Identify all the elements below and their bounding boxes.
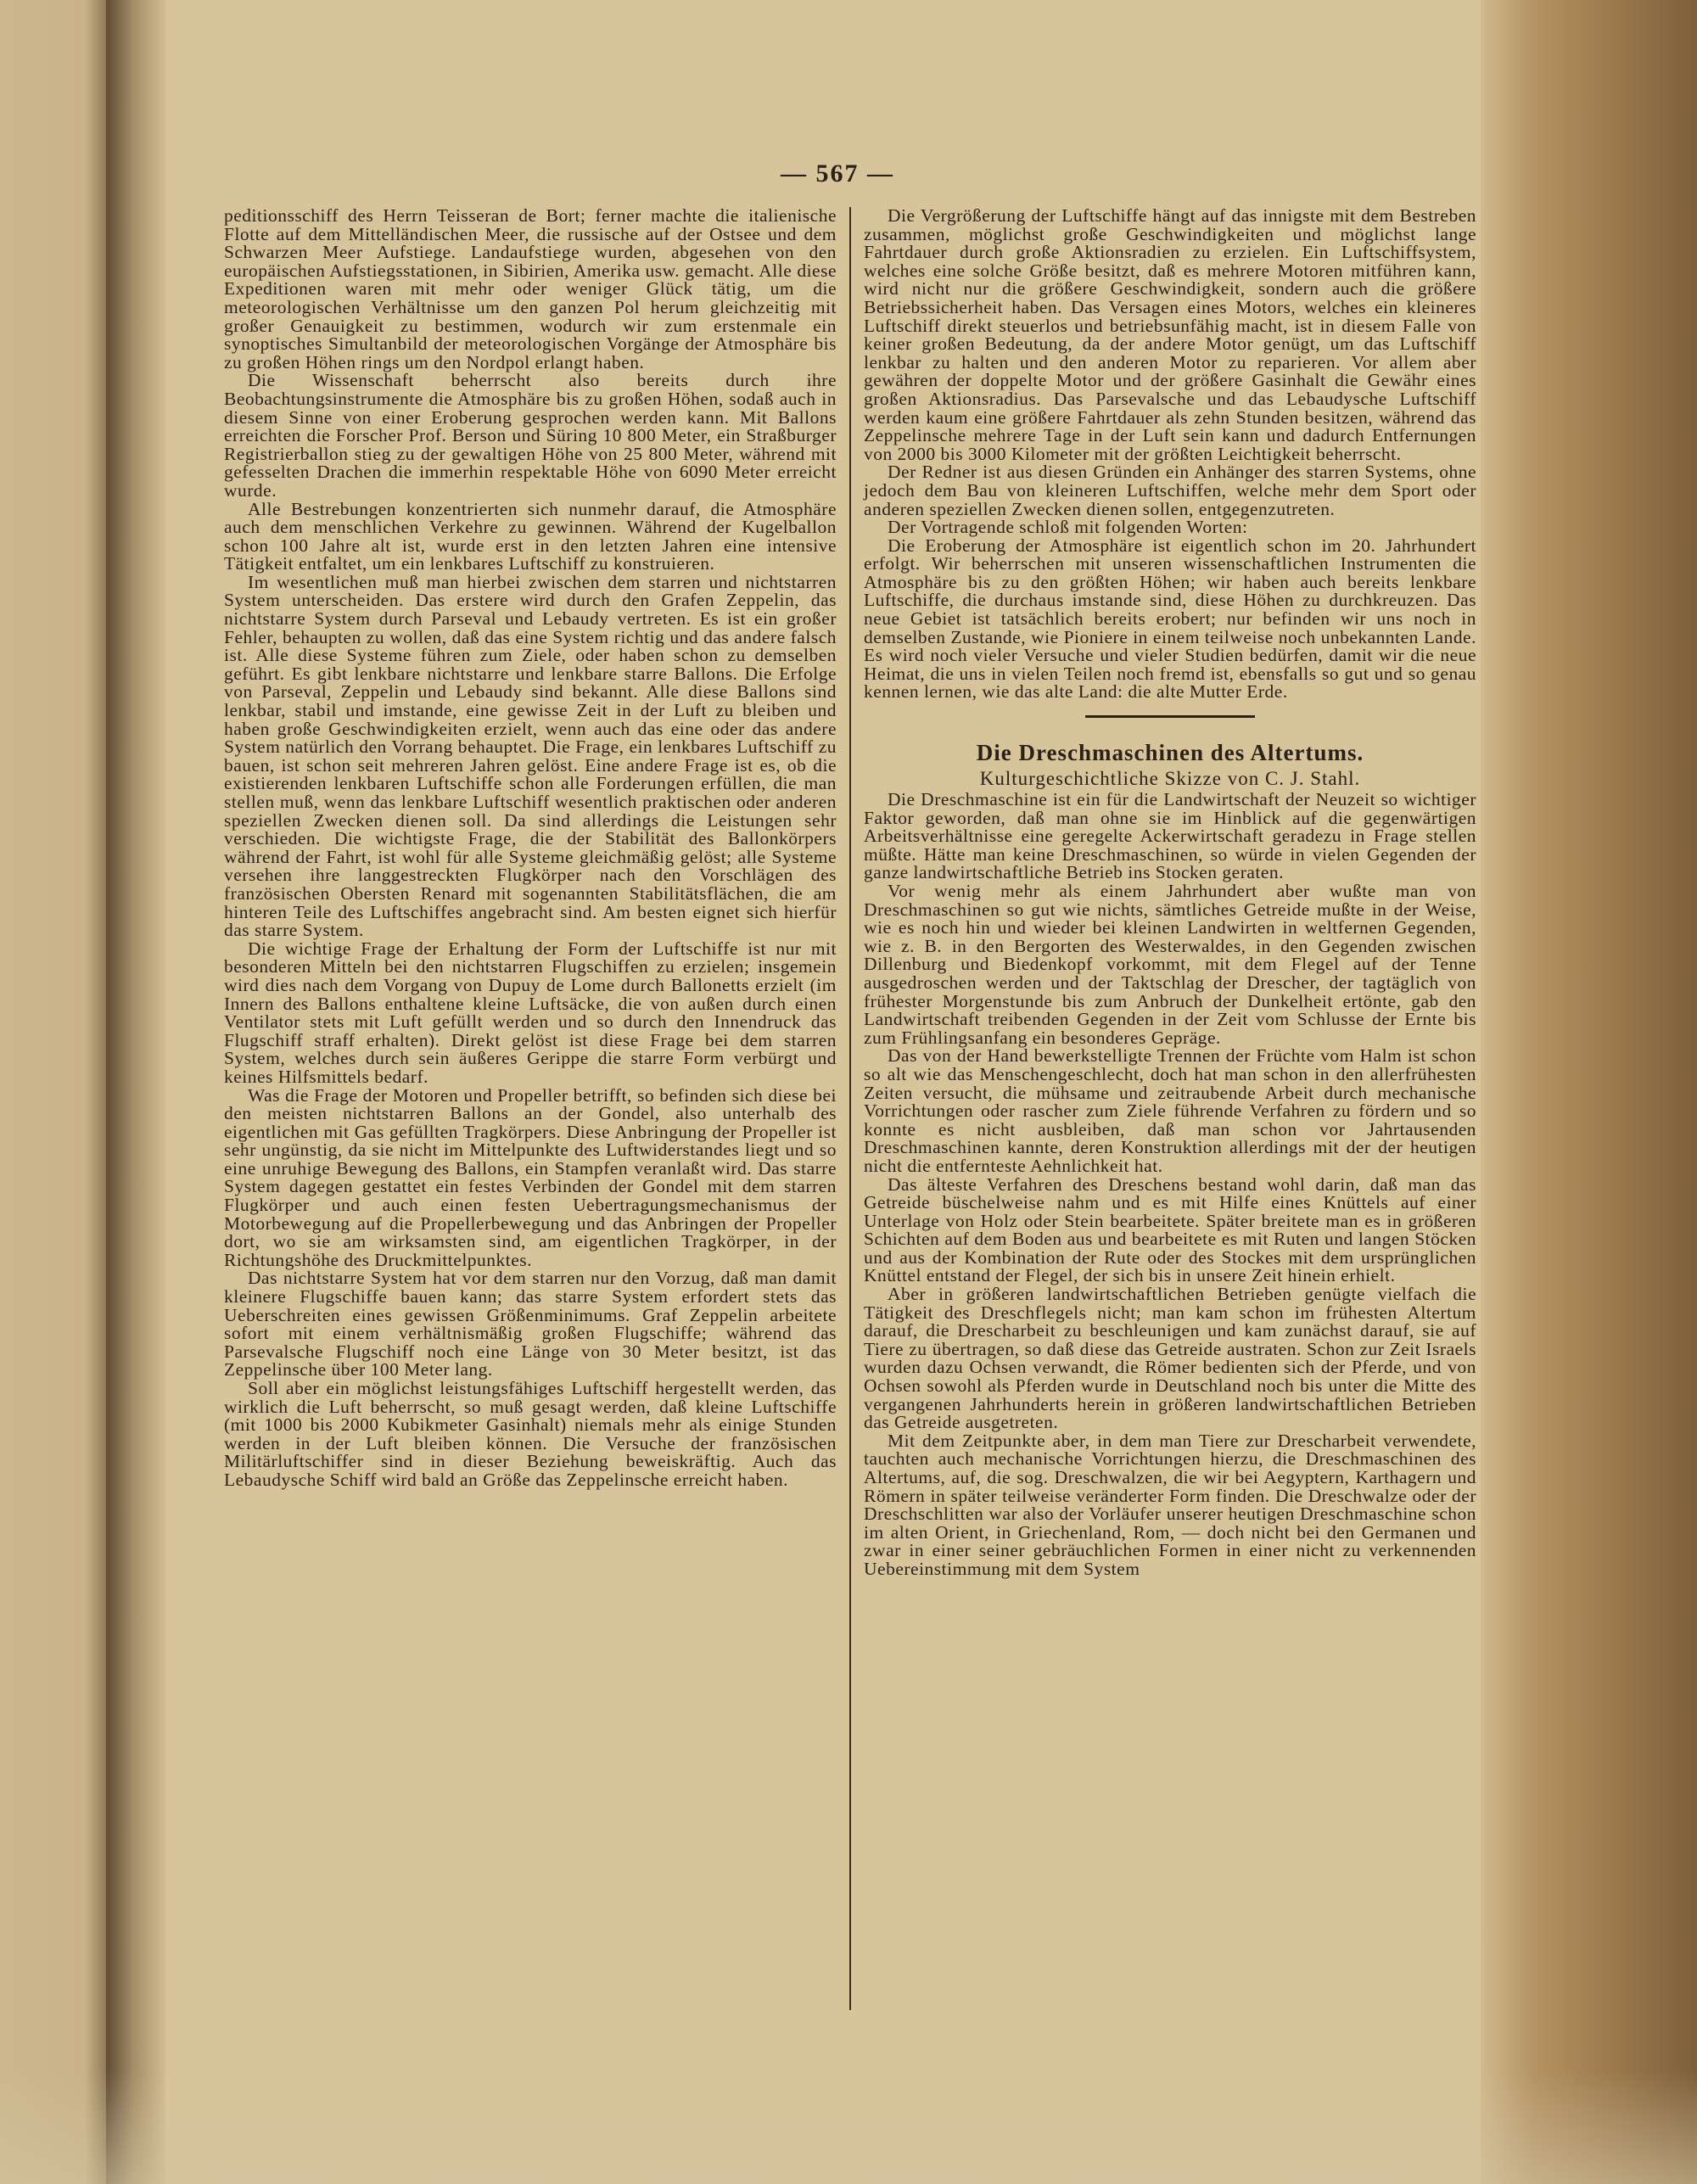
paragraph: Vor wenig mehr als einem Jahrhundert aber wußte man von Dreschmaschinen so gut wie nichts, sämtliches Getreide mußte in der Weise, wie es noch hin und wieder bei kleinen Landwirten in weltfernen Gegenden, wie z. B. in den Bergorten des Westerwaldes, in den Gegenden zwischen Dillenburg und Biedenkopf vorkommt, mit dem Flegel auf der Tenne ausgedroschen werden und der Taktschlag der Drescher, der tagtäglich von frühester Morgenstunde bis zum Anbruch der Dunkelheit ertönte, gab den Landwirtschaft treibenden Gegenden in der Zeit vom Schlusse der Ernte bis zum Frühlingsanfang ein besonderes Gepräge. <box>864 881 1476 1048</box>
paragraph: Die Vergrößerung der Luftschiffe hängt auf das innigste mit dem Bestreben zusammen, möglichst große Geschwindigkeiten und möglichst lange Fahrtdauer durch große Aktionsradien zu erzielen. Ein Luftschiffsystem, welches eine solche Größe besitzt, daß es mehrere Motoren mitführen kann, wird nicht nur die größere Geschwindigkeit, sondern auch die größere Betriebssicherheit haben. Das Versagen eines Motors, welches ein kleineres Luftschiff direkt steuerlos und betriebsunfähig macht, ist in diesem Falle von keiner großen Bedeutung, da der andere Motor genügt, um das Luftschiff lenkbar zu halten und den anderen Motor zu reparieren. Vor allem aber gewähren der doppelte Motor und der größere Gasinhalt die Gewähr eines großen Aktionsradius. Das Parsevalsche und das Lebaudysche Luftschiff werden kaum eine größere Fahrtdauer als zehn Stunden besitzen, während das Zeppelinsche mehrere Tage in der Luft sein kann und dadurch Entfernungen von 2000 bis 3000 Kilometer mit der größten Leichtigkeit beherrscht. <box>864 205 1476 464</box>
paragraph: Das nichtstarre System hat vor dem starren nur den Vorzug, daß man damit kleinere Flugschiffe bauen kann; das starre System erfordert stets das Ueberschreiten eines gewissen Größenminimums. Graf Zeppelin arbeitete sofort mit einem verhältnismäßig großen Flugschiffe; während das Parsevalsche Flugschiff noch eine Länge von 30 Meter besitzt, ist das Zeppelinsche über 100 Meter lang. <box>224 1268 837 1380</box>
paragraph: Der Vortragende schloß mit folgenden Worten: <box>888 517 1248 538</box>
paragraph: Der Redner ist aus diesen Gründen ein Anhänger des starren Systems, ohne jedoch dem Bau von kleineren Luftschiffen, welche mehr dem Sport oder anderen speziellen Zwecken dienen sollen, entgegenzutreten. <box>864 462 1476 519</box>
paragraph: Die Eroberung der Atmosphäre ist eigentlich schon im 20. Jahrhundert erfolgt. Wir beherrschen mit unseren wissenschaftlichen Instrumenten die Atmosphäre bis zu den größten Höhen; wir haben auch bereits lenkbare Luftschiffe, die durchaus imstande sind, diese Höhen zu durchkreuzen. Das neue Gebiet ist tatsächlich bereits erobert; nur befinden wir uns noch in demselben Zustande, wie Pioniere in einem teilweise noch unbekannten Lande. Es wird noch vieler Versuche und vieler Studien bedürfen, damit wir die neue Heimat, die uns in vielen Teilen noch fremd ist, ebensfalls so gut und so genau kennen lernen, wie das alte Land: die alte Mutter Erde. <box>864 535 1476 703</box>
previous-page-edge <box>0 0 106 2184</box>
paragraph: Das älteste Verfahren des Dreschens bestand wohl darin, daß man das Getreide büschelweise nahm und es mit Hilfe eines Knüttels auf einer Unterlage von Holz oder Stein bearbeitete. Später breitete man es in größeren Schichten auf dem Boden aus und bearbeitete es mit Ruten und langen Stöcken und aus der Kombination der Rute oder des Stockes mit dem ursprünglichen Knüttel entstand der Flegel, der sich bis in unsere Zeit hinein erhielt. <box>864 1173 1476 1286</box>
paragraph: peditionsschiff des Herrn Teisseran de Bort; ferner machte die italienische Flotte auf dem Mittelländischen Meer, die russische auf der Ostsee und dem Schwarzen Meer Aufstiege. Landaufstiege wurden, abgesehen von den europäischen Aufstiegsstationen, in Sibirien, Amerika usw. gemacht. Alle diese Expeditionen waren mit mehr oder weniger Glück tätig, um die meteorologischen Verhältnisse um den ganzen Pol herum gleichzeitig mit großer Genauigkeit zu bestimmen, wodurch wir zum erstenmale ein synoptisches Simultanbild der meteorologischen Vorgänge der Atmosphäre bis zu großen Höhen rings um den Nordpol erlangt haben. <box>224 205 837 372</box>
book-gutter <box>106 0 165 2184</box>
paragraph: Die wichtige Frage der Erhaltung der Form der Luftschiffe ist nur mit besonderen Mitteln bei den nichtstarren Flugschiffen zu erzielen; insgemein wird dies nach dem Vorgang von Dupuy de Lome durch Ballonetts erzielt (im Innern des Ballons enthaltene kleine Luftsäcke, die von außen durch einen Ventilator stets mit Luft gefüllt werden und so durch den Innendruck das Flugschiff straff erhalten). Direkt gelöst ist diese Frage bei dem starren System, welches durch sein äußeres Gerippe die starre Form verbürgt und keines Hilfsmittels bedarf. <box>224 938 837 1087</box>
column-divider <box>849 207 851 2010</box>
page-number: — 567 — <box>781 160 894 188</box>
paragraph: Soll aber ein möglichst leistungsfähiges Luftschiff hergestellt werden, das wirklich die Luft beherrscht, so muß gesagt werden, daß kleine Luftschiffe (mit 1000 bis 2000 Kubikmeter Gasinhalt) niemals mehr als einige Stunden werden in der Luft bleiben können. Die Versuche der französischen Militärluftschiffer sind in dieser Beziehung beweiskräftig. Auch das Lebaudysche Schiff wird bald an Größe das Zeppelinsche erreicht haben. <box>224 1378 837 1490</box>
page-stack-edge <box>1481 0 1697 2184</box>
left-column <box>224 207 837 1490</box>
paragraph: Das von der Hand bewerkstelligte Trennen der Früchte vom Halm ist schon so alt wie das Menschengeschlecht, doch hat man schon in den allerfrühesten Zeiten versucht, die mühsame und zeitraubende Arbeit durch mechanische Vorrichtungen oder rascher zum Ziele führende Verfahren zu fördern und so konnte es nicht ausbleiben, daß man schon vor Jahrtausenden Dreschmaschinen kannte, deren Konstruktion allerdings mit der der heutigen nicht die entfernteste Aehnlichkeit hat. <box>864 1045 1476 1176</box>
paragraph: Mit dem Zeitpunkte aber, in dem man Tiere zur Drescharbeit verwendete, tauchten auch mechanische Vorrichtungen hierzu, die Dreschmaschinen des Altertums, auf, die sog. Dreschwalzen, die wir bei Aegyptern, Karthagern und Römern in später teilweise veränderter Form finden. Die Dreschwalze oder der Dreschschlitten war also der Vorläufer unserer heutigen Dreschmaschine schon im alten Orient, in Griechenland, Rom, — doch nicht bei den Germanen und zwar in einer seiner gebräuchlichen Formen in einer nicht zu verkennenden Uebereinstimmung mit dem System <box>864 1430 1476 1579</box>
article-title: Die Dreschmaschinen des Altertums. <box>976 740 1364 766</box>
paragraph: Die Wissenschaft beherrscht also bereits durch ihre Beobachtungsinstrumente die Atmosphäre bis zu großen Höhen, sodaß auch in diesem Sinne von einer Eroberung gesprochen werden kann. Mit Ballons erreichten die Forscher Prof. Berson und Süring 10 800 Meter, ein Straßburger Registrierballon stieg zu der gewaltigen Höhe von 25 800 Meter, während mit gefesselten Drachen die immerhin respektable Höhe von 6090 Meter erreicht wurde. <box>224 370 837 501</box>
right-column <box>864 207 1476 1579</box>
paragraph: Alle Bestrebungen konzentrierten sich nunmehr darauf, die Atmosphäre auch dem menschlichen Verkehre zu gewinnen. Während der Kugelballon schon 100 Jahre alt ist, wurde erst in den letzten Jahren eine intensive Tätigkeit entfaltet, um ein lenkbares Luftschiff zu konstruieren. <box>224 498 837 574</box>
page-bottom-margin <box>0 2070 1697 2184</box>
paragraph: Was die Frage der Motoren und Propeller betrifft, so befinden sich diese bei den meisten nichtstarren Ballons an der Gondel, also unterhalb des eigentlichen mit Gas gefüllten Tragkörpers. Diese Anbringung der Propeller ist sehr ungünstig, da sie nicht im Mittelpunkte des Luftwiderstandes liegt und so eine unruhige Bewegung des Ballons, ein Stampfen veranlaßt wird. Das starre System dagegen gestattet ein festes Verbinden der Gondel mit dem starren Flugkörper und auch einen festen Uebertragungsmechanismus der Motorbewegung auf die Propellerbewegung und das Anbringen der Propeller dort, wo sie am wirksamsten sind, am eigentlichen Tragkörper, in der Richtungshöhe des Druckmittelpunktes. <box>224 1084 837 1270</box>
paragraph: Aber in größeren landwirtschaftlichen Betrieben genügte vielfach die Tätigkeit des Dreschflegels nicht; man kam schon im frühesten Altertum darauf, die Drescharbeit zu beschleunigen und kam zunächst darauf, sie auf Tiere zu übertragen, so daß diese das Getreide austraten. Schon zur Zeit Israels wurden dazu Ochsen verwandt, die Römer bedienten sich der Pferde, und von Ochsen sowohl als Pferden wurde in Deutschland noch bis unter die Mitte des vergangenen Jahrhunderts herein in größeren landwirtschaftlichen Betrieben das Getreide ausgetreten. <box>864 1284 1476 1433</box>
article-subtitle: Kulturgeschichtliche Skizze von C. J. Stahl. <box>979 768 1361 790</box>
paragraph: Im wesentlichen muß man hierbei zwischen dem starren und nichtstarren System unterscheiden. Das erstere wird durch den Grafen Zeppelin, das nichtstarre System durch Parseval und Lebaudy vertreten. Es ist ein großer Fehler, behaupten zu wollen, daß das eine System richtig und das andere falsch ist. Alle diese Systeme führen zum Ziele, oder haben schon zu demselben geführt. Es gibt lenkbare nichtstarre und lenkbare starre Ballons. Die Erfolge von Parseval, Zeppelin und Lebaudy sind bekannt. Alle diese Ballons sind lenkbar, stabil und imstande, eine gewisse Zeit in der Luft zu bleiben und haben große Geschwindigkeiten erzielt, wenn auch das eine oder das andere System natürlich den Vorrang behauptet. Die Frage, ein lenkbares Luftschiff zu bauen, ist schon seit mehreren Jahren gelöst. Eine andere Frage ist es, ob die existierenden lenkbaren Luftschiffe schon alle Forderungen erfüllen, die man stellen muß, wenn das lenkbare Luftschiff wesentlich praktischen oder anderen speziellen Zwecken dienen soll. Da sind allerdings die Leistungen sehr verschieden. Die wichtigste Frage, die der Stabilität des Ballonkörpers während der Fahrt, ist wohl für alle Systeme gleichmäßig gelöst; alle Systeme versehen ihre langgestreckten Flugkörper nach den Vorschlägen des französischen Obersten Renard mit sogenannten Stabilitätsflächen, die am hinteren Teile des Luftschiffes angebracht sind. Am besten eignet sich hierfür das starre System. <box>224 571 837 941</box>
section-rule <box>1085 715 1255 718</box>
paragraph: Die Dreschmaschine ist ein für die Landwirtschaft der Neuzeit so wichtiger Faktor geworden, daß man ohne sie im Hinblick auf die gegenwärtigen Arbeitsverhältnisse eine geregelte Ackerwirtschaft geradezu in Frage stellen müßte. Hätte man keine Dreschmaschinen, so würde in vielen Gegenden der ganze landwirtschaftliche Betrieb ins Stocken geraten. <box>864 789 1476 883</box>
